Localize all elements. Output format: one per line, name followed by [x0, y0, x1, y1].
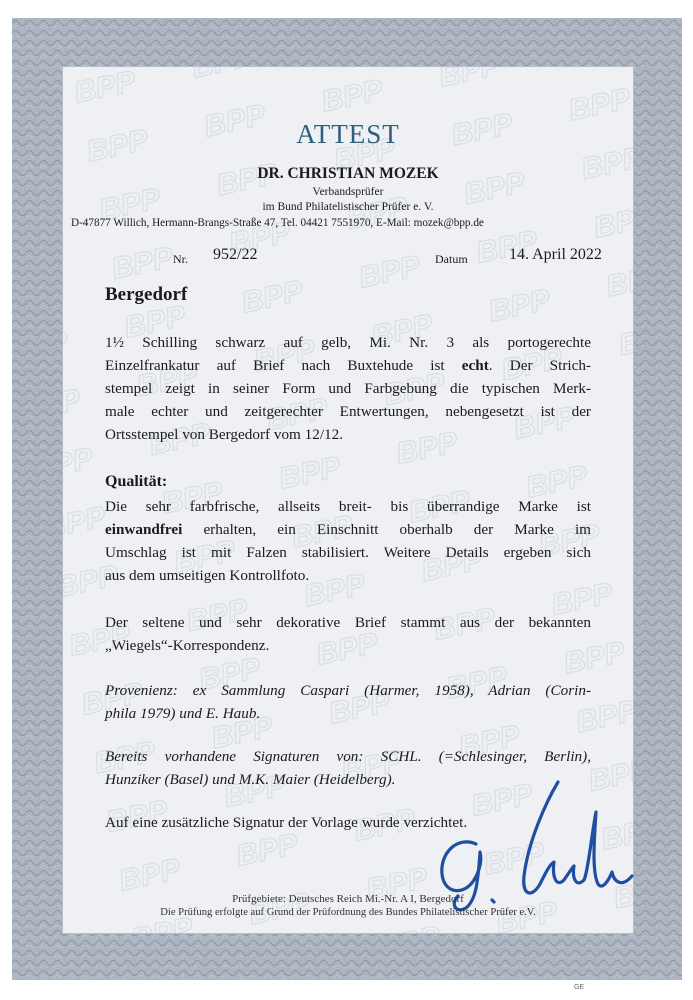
signatures-line: Hunziker (Basel) und M.K. Maier (Heidelberg). — [105, 771, 396, 788]
print-logo — [574, 984, 584, 991]
verdict-genuine: echt — [461, 357, 489, 374]
certificate-number-label: Nr. — [173, 252, 188, 266]
description-line: Ortsstempel von Bergedorf vom 12/12. — [105, 426, 344, 443]
examination-rules-notice: Die Prüfung erfolgte auf Grund der Prüfordnung des Bundes Philatelistischer Prüfer e.V. — [160, 907, 536, 918]
examiner-address: D-47877 Willich, Hermann-Brangs-Straße 47, Tel. 04421 7551970, E-Mail: mozek@bpp.de — [71, 217, 484, 229]
certificate-paper — [62, 66, 634, 934]
quality-line: Die sehr farbfrische, allseits breit- bis überrandige Marke ist — [105, 498, 591, 515]
quality-line — [105, 518, 591, 541]
description-line — [105, 354, 591, 377]
guilloche-security-border — [12, 18, 682, 980]
signatures-line: Bereits vorhandene Signaturen von: SCHL. (=Schlesinger, Berlin), — [105, 748, 591, 765]
quality-text: erhalten, ein Einschnitt oberhalb der Marke im — [182, 521, 591, 538]
certificate-number: 952/22 — [213, 246, 258, 263]
date-label: Datum — [435, 252, 468, 266]
rarity-line: „Wiegels“-Korrespondenz. — [105, 637, 270, 654]
rarity-paragraph — [105, 611, 591, 657]
provenance-line: Provenienz: ex Sammlung Caspari (Harmer, 1958), Adrian (Corin- — [105, 682, 591, 699]
examiner-signature — [428, 772, 638, 912]
examiner-association: im Bund Philatelistischer Prüfer e. V. — [262, 201, 434, 213]
description-paragraph — [105, 331, 591, 446]
examiner-name: DR. CHRISTIAN MOZEK — [257, 165, 439, 182]
certificate-date: 14. April 2022 — [509, 246, 602, 263]
description-text: . Der Strich- — [488, 357, 591, 374]
stamp-area-heading: Bergedorf — [105, 284, 188, 305]
provenance-line: phila 1979) und E. Haub. — [105, 705, 261, 722]
description-line: stempel zeigt in seiner Form und Farbgebung die typischen Merk- — [105, 380, 591, 397]
quality-heading: Qualität: — [105, 473, 168, 490]
examination-areas: Prüfgebiete: Deutsches Reich Mi.-Nr. A I, Bergedorf — [232, 893, 464, 905]
provenance-paragraph — [105, 679, 591, 725]
description-text: Einzelfrankatur auf Brief nach Buxtehude ist — [105, 357, 462, 374]
description-line: 1½ Schilling schwarz auf gelb, Mi. Nr. 3 als portogerechte — [105, 334, 591, 351]
quality-paragraph — [105, 495, 591, 587]
quality-verdict: einwandfrei — [105, 521, 183, 538]
description-line: male echter und zeitgerechter Entwertungen, nebengesetzt ist der — [105, 403, 591, 420]
rarity-line: Der seltene und sehr dekorative Brief stammt aus der bekannten — [105, 614, 591, 631]
signature-waiver: Auf eine zusätzliche Signatur der Vorlage wurde verzichtet. — [105, 814, 468, 831]
logo-text: GE — [574, 984, 585, 991]
quality-line: Umschlag ist mit Falzen stabilisiert. Weitere Details ergeben sich — [105, 544, 591, 561]
certificate-title: ATTEST — [296, 119, 400, 149]
quality-line: aus dem umseitigen Kontrollfoto. — [105, 567, 310, 584]
examiner-role: Verbandsprüfer — [312, 186, 384, 198]
